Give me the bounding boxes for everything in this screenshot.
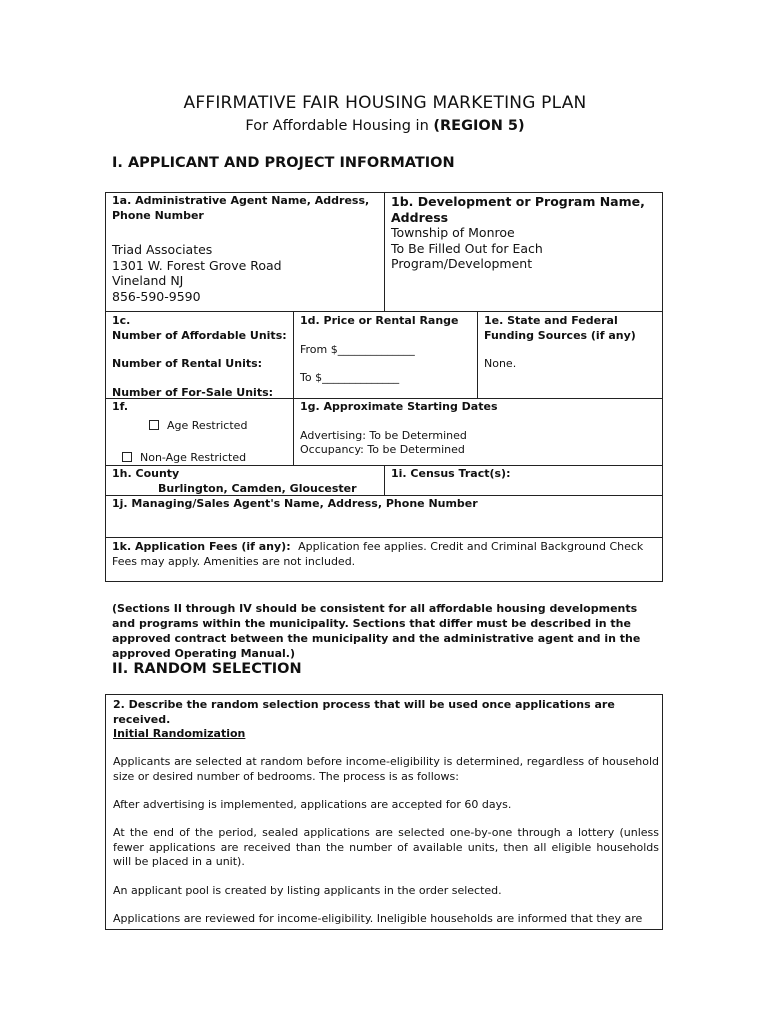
checkbox-icon[interactable] [149, 420, 159, 430]
cell-1d-label: 1d. Price or Rental Range [300, 314, 459, 327]
occupancy-date: Occupancy: To be Determined [300, 443, 465, 456]
cell-1a-value [112, 242, 377, 304]
agent-city: Vineland NJ [112, 273, 184, 288]
cell-1a [112, 194, 377, 304]
cell-1j-label: 1j. Managing/Sales Agent's Name, Address, Phone Number [112, 497, 478, 510]
subtitle-prefix: For Affordable Housing in [245, 118, 434, 134]
agent-name: Triad Associates [112, 242, 213, 257]
cell-1d [300, 314, 475, 386]
section-1-heading: I. APPLICANT AND PROJECT INFORMATION [112, 155, 455, 171]
sale-units-label: Number of For-Sale Units: [112, 385, 274, 399]
agent-address: 1301 W. Forest Grove Road [112, 257, 282, 273]
paragraph: Applications are reviewed for income-eligibility. Ineligible households are informed that they are [113, 912, 643, 925]
price-from-field: From $______________ [300, 342, 415, 356]
cell-1g [300, 400, 655, 458]
checkbox-icon[interactable] [122, 452, 132, 462]
table1-row-divider [105, 311, 663, 312]
development-line-3: Program/Development [391, 256, 533, 271]
paragraph: After advertising is implemented, applications are accepted for 60 days. [113, 798, 512, 811]
cell-1k-label: 1k. Application Fees (if any): [112, 540, 291, 553]
document-subtitle [0, 118, 770, 134]
cell-1i-label: 1i. Census Tract(s): [391, 467, 511, 480]
table2-border-right [662, 694, 663, 930]
cell-1c [112, 314, 290, 400]
county-value: Burlington, Camden, Gloucester [158, 481, 357, 495]
document-title: AFFIRMATIVE FAIR HOUSING MARKETING PLAN [183, 93, 587, 113]
section-2-heading: II. RANDOM SELECTION [112, 661, 302, 677]
table1-border-bottom [105, 581, 663, 582]
cell-1f-label: 1f. [112, 400, 129, 413]
rental-units-label: Number of Rental Units: [112, 357, 263, 370]
subtitle-region: (REGION 5) [433, 118, 525, 134]
table1-col-divider [293, 311, 294, 465]
sections-note: (Sections II through IV should be consistent for all affordable housing developments and programs within the municipality. Sections that differ must be described in the approved contract between the municipality and the administrative agent and in the approved Operating Manual.) [112, 602, 641, 660]
cell-1g-label: 1g. Approximate Starting Dates [300, 400, 498, 413]
development-line-2: To Be Filled Out for Each [391, 240, 543, 256]
paragraph: Applicants are selected at random before income-eligibility is determined, regardless of household size or desired number of bedrooms. The process is as follows: [113, 755, 659, 783]
table1-col-divider [384, 192, 385, 311]
cell-1k [112, 540, 657, 569]
table1-border-right [662, 192, 663, 582]
initial-randomization-heading [113, 727, 245, 742]
cell-1f [112, 400, 290, 466]
cell-1h-label: 1h. County [112, 467, 180, 480]
agent-phone: 856-590-9590 [112, 288, 201, 304]
development-name: Township of Monroe [391, 225, 515, 240]
cell-1c-label: 1c. [112, 314, 131, 327]
table1-border-left [105, 192, 106, 582]
non-age-restricted-option[interactable] [112, 451, 290, 466]
cell-1b-value [391, 225, 656, 272]
table1-col-divider [384, 465, 385, 495]
cell-1i [391, 467, 656, 482]
paragraph: At the end of the period, sealed applications are selected one-by-one through a lottery (unless fewer applications are received than the number of available units, then all eligible households will be placed in a unit). [113, 826, 659, 868]
price-to-field: To $______________ [300, 371, 400, 384]
non-age-restricted-label: Non-Age Restricted [140, 451, 247, 464]
table2-border-top [105, 694, 663, 695]
table1-row-divider [105, 537, 663, 538]
table2-border-bottom [105, 929, 663, 930]
affordable-units-label: Number of Affordable Units: [112, 328, 287, 342]
advertising-date: Advertising: To be Determined [300, 428, 467, 442]
cell-1j [112, 497, 657, 512]
cell-1h [112, 467, 382, 496]
cell-1b [391, 194, 656, 272]
question-2: 2. Describe the random selection process that will be used once applications are received. [113, 698, 615, 726]
funding-sources-value: None. [484, 357, 517, 370]
table1-col-divider [477, 311, 478, 398]
cell-1e-label: 1e. State and Federal Funding Sources (if any) [484, 314, 636, 342]
application-fees-value: Application fee applies. Credit and Criminal Background Check Fees may apply. Amenities are not included. [112, 540, 644, 568]
age-restricted-label: Age Restricted [167, 418, 248, 432]
cell-1b-label: 1b. Development or Program Name, Address [391, 194, 645, 225]
cell-1e [484, 314, 656, 372]
paragraph: An applicant pool is created by listing applicants in the order selected. [113, 884, 502, 897]
initial-randomization-label: Initial Randomization [113, 727, 246, 740]
table2-border-left [105, 694, 106, 930]
age-restricted-option[interactable] [112, 419, 290, 434]
cell-1a-label: 1a. Administrative Agent Name, Address, Phone Number [112, 194, 370, 222]
